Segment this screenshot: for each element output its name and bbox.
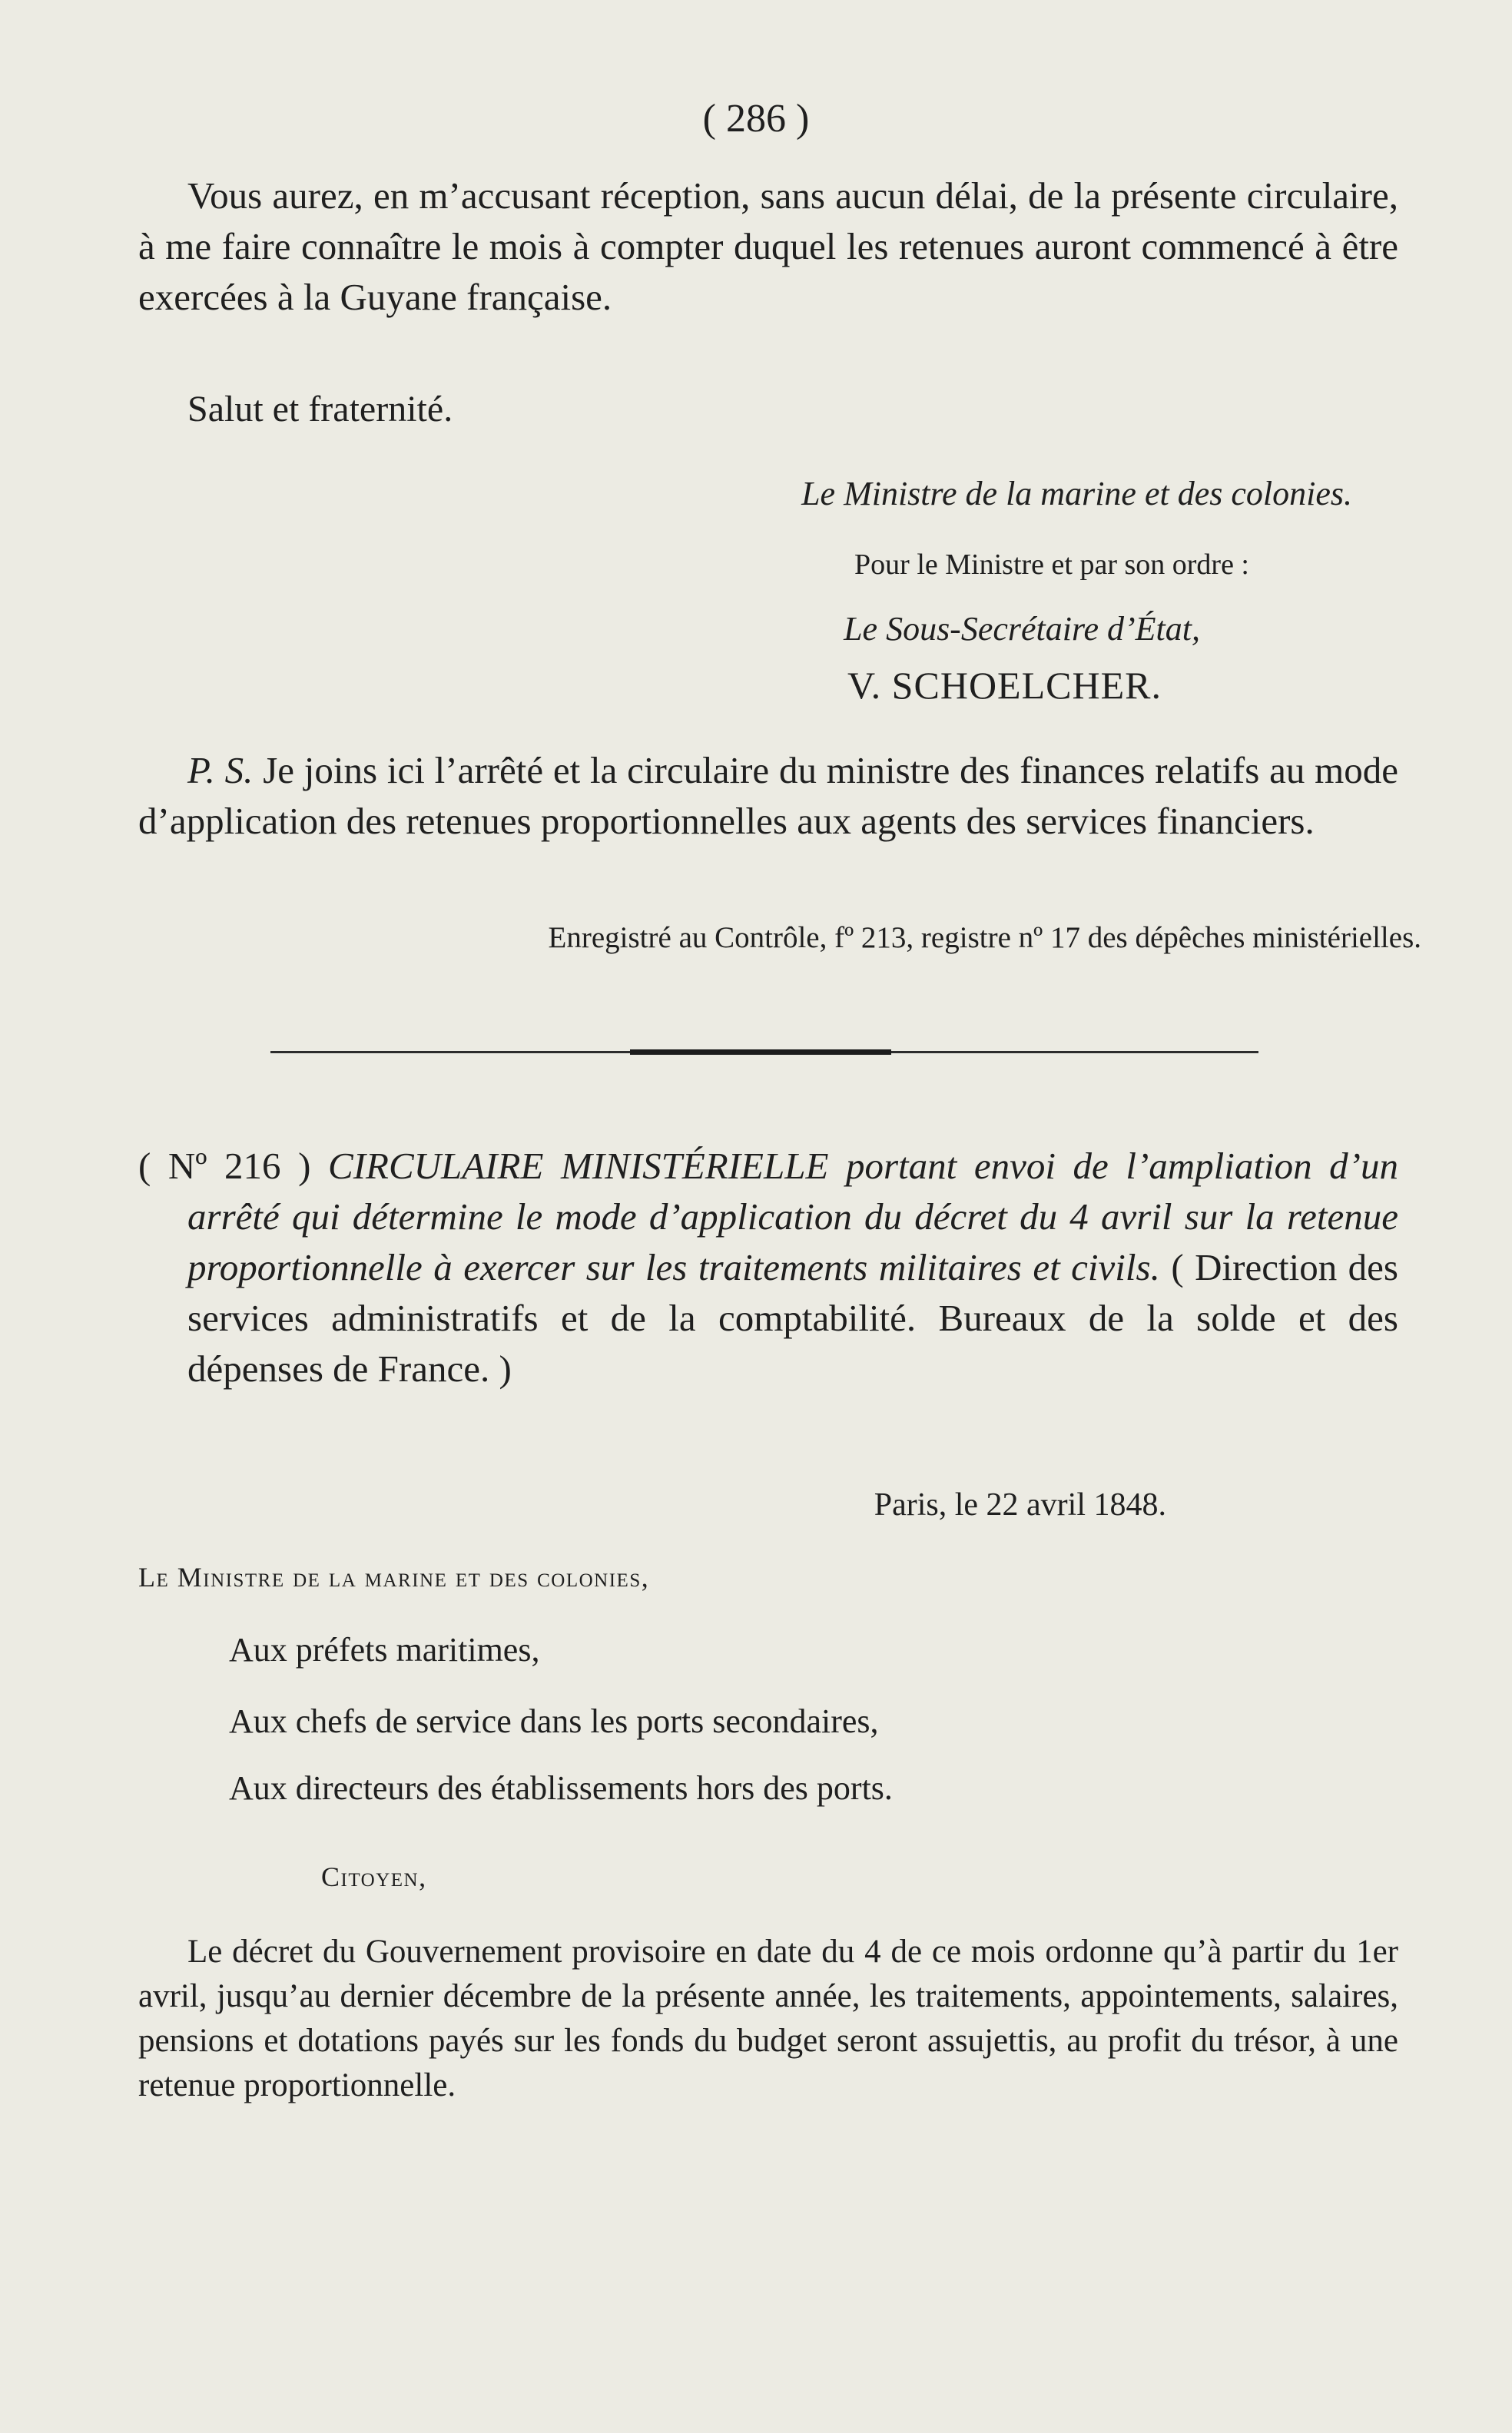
body-paragraph: Le décret du Gouvernement provisoire en date du 4 de ce mois ordonne qu’à partir du 1er avril, jusqu’au dernier décembre de la présente année, les traitements, appointements, salaires, pensions et dotations payés sur les fonds du budget seront assujettis, au profit du trésor, à une retenue proportionnelle. <box>138 1934 1398 2103</box>
circular-number: ( Nº 216 ) <box>138 1145 311 1187</box>
addressee-line: Aux directeurs des établissements hors des ports. <box>229 1769 893 1807</box>
signature-sous-secretaire: Le Sous-Secrétaire d’État, <box>844 610 1200 648</box>
addressee-line: Aux préfets maritimes, <box>229 1631 540 1669</box>
greeting: Citoyen, <box>321 1861 427 1892</box>
addressee-line: Aux chefs de service dans les ports secondaires, <box>229 1702 879 1740</box>
intro-paragraph: Vous aurez, en m’accusant réception, sans aucun délai, de la présente circulaire, à me faire connaître le mois à compter duquel les retenues auront commencé à être exercées à la Guyane française. <box>138 174 1398 318</box>
circular-title: CIRCULAIRE MINISTÉRIELLE portant envoi de l’ampliation d’un arrêté qui détermine le mode d’application du décret du 4 avril sur la retenue proportionnelle à exercer sur les traitements militaires et civils. <box>187 1145 1398 1288</box>
page-number: ( 286 ) <box>702 97 810 141</box>
signature-minister: Le Ministre de la marine et des colonies. <box>801 475 1352 512</box>
circular-date: Paris, le 22 avril 1848. <box>874 1487 1166 1523</box>
postscript <box>138 745 1398 847</box>
signature-name: V. SCHOELCHER. <box>847 664 1162 707</box>
postscript-lead: P. S. <box>187 749 254 791</box>
circular-heading <box>138 1141 1398 1394</box>
sender-line: Le Ministre de la marine et des colonies, <box>138 1562 650 1593</box>
section-divider-accent <box>630 1049 891 1055</box>
signature-pour-ordre: Pour le Ministre et par son ordre : <box>854 549 1249 581</box>
circular-direction: ( Direction des services administratifs et de la comptabilité. Bureaux de la solde et des dépenses de France. ) <box>187 1246 1399 1390</box>
registration-note: Enregistré au Contrôle, fº 213, registre nº 17 des dépêches ministérielles. <box>548 921 1421 954</box>
salutation: Salut et fraternité. <box>187 389 453 429</box>
postscript-text: Je joins ici l’arrêté et la circulaire du ministre des finances relatifs au mode d’application des retenues proportionnelles aux agents des services financiers. <box>138 749 1398 842</box>
